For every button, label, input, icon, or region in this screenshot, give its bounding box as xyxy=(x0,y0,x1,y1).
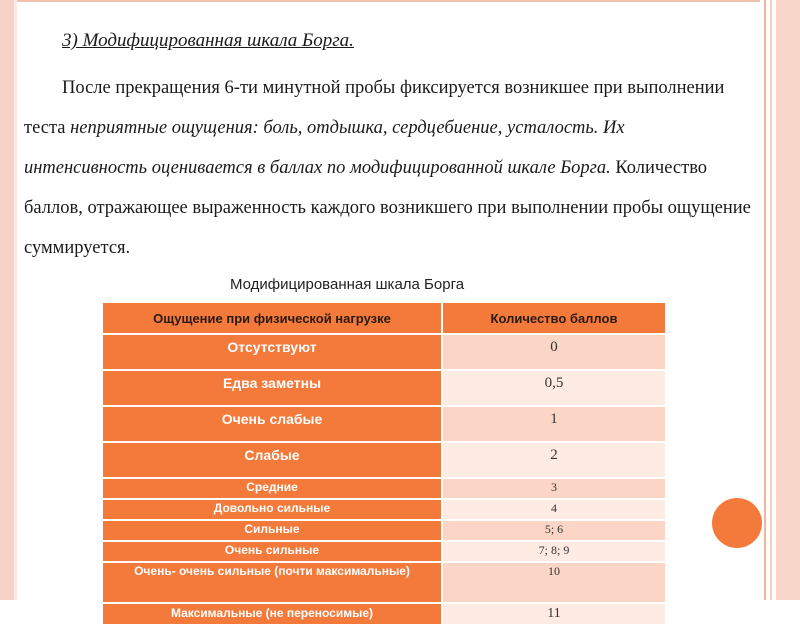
paragraph-italic-text: неприятные ощущения: боль, отдышка, сердцебиение, усталость. Их интенсивность оценивается в баллах по модифицированной шкале Борга. xyxy=(24,118,625,178)
score-cell: 3 xyxy=(443,479,665,500)
table-header-row xyxy=(103,303,665,335)
feeling-cell: Сильные xyxy=(103,521,443,542)
feeling-cell: Очень- очень сильные (почти максимальные) xyxy=(103,563,443,604)
column-header-score: Количество баллов xyxy=(443,303,665,335)
table-row xyxy=(103,335,665,371)
score-cell: 7; 8; 9 xyxy=(443,542,665,563)
frame-left-inner-border xyxy=(14,0,17,600)
feeling-cell: Очень слабые xyxy=(103,407,443,443)
paragraph-text-2: Количество баллов, отражающее выраженность каждого возникшего при выполнении пробы ощущение суммируется. xyxy=(24,158,751,258)
paragraph-text-1: После прекращения 6-ти минутной пробы фиксируется возникшее при выполнении теста xyxy=(24,78,725,138)
feeling-cell: Едва заметны xyxy=(103,371,443,407)
table-row xyxy=(103,479,665,500)
borg-scale-table xyxy=(103,303,665,626)
body-paragraph xyxy=(24,68,752,268)
feeling-cell: Отсутствуют xyxy=(103,335,443,371)
score-cell: 0 xyxy=(443,335,665,371)
table-row xyxy=(103,542,665,563)
score-cell: 1 xyxy=(443,407,665,443)
score-cell: 5; 6 xyxy=(443,521,665,542)
score-cell: 2 xyxy=(443,443,665,479)
frame-right-border xyxy=(760,0,800,600)
score-cell: 4 xyxy=(443,500,665,521)
decorative-orange-circle xyxy=(712,498,762,548)
table-row xyxy=(103,521,665,542)
feeling-cell: Очень сильные xyxy=(103,542,443,563)
table-row xyxy=(103,563,665,604)
table-caption: Модифицированная шкала Борга xyxy=(230,276,465,293)
frame-top-border xyxy=(17,0,760,2)
feeling-cell: Довольно сильные xyxy=(103,500,443,521)
table-row xyxy=(103,371,665,407)
column-header-feeling: Ощущение при физической нагрузке xyxy=(103,303,443,335)
feeling-cell: Средние xyxy=(103,479,443,500)
feeling-cell: Слабые xyxy=(103,443,443,479)
feeling-cell: Максимальные (не переносимые) xyxy=(103,604,443,626)
table-row xyxy=(103,604,665,626)
slide-heading: 3) Модифицированная шкала Борга. xyxy=(62,30,354,51)
score-cell: 10 xyxy=(443,563,665,604)
table-row xyxy=(103,407,665,443)
score-cell: 0,5 xyxy=(443,371,665,407)
score-cell: 11 xyxy=(443,604,665,626)
table-row xyxy=(103,500,665,521)
frame-left-border xyxy=(0,0,14,600)
table-row xyxy=(103,443,665,479)
